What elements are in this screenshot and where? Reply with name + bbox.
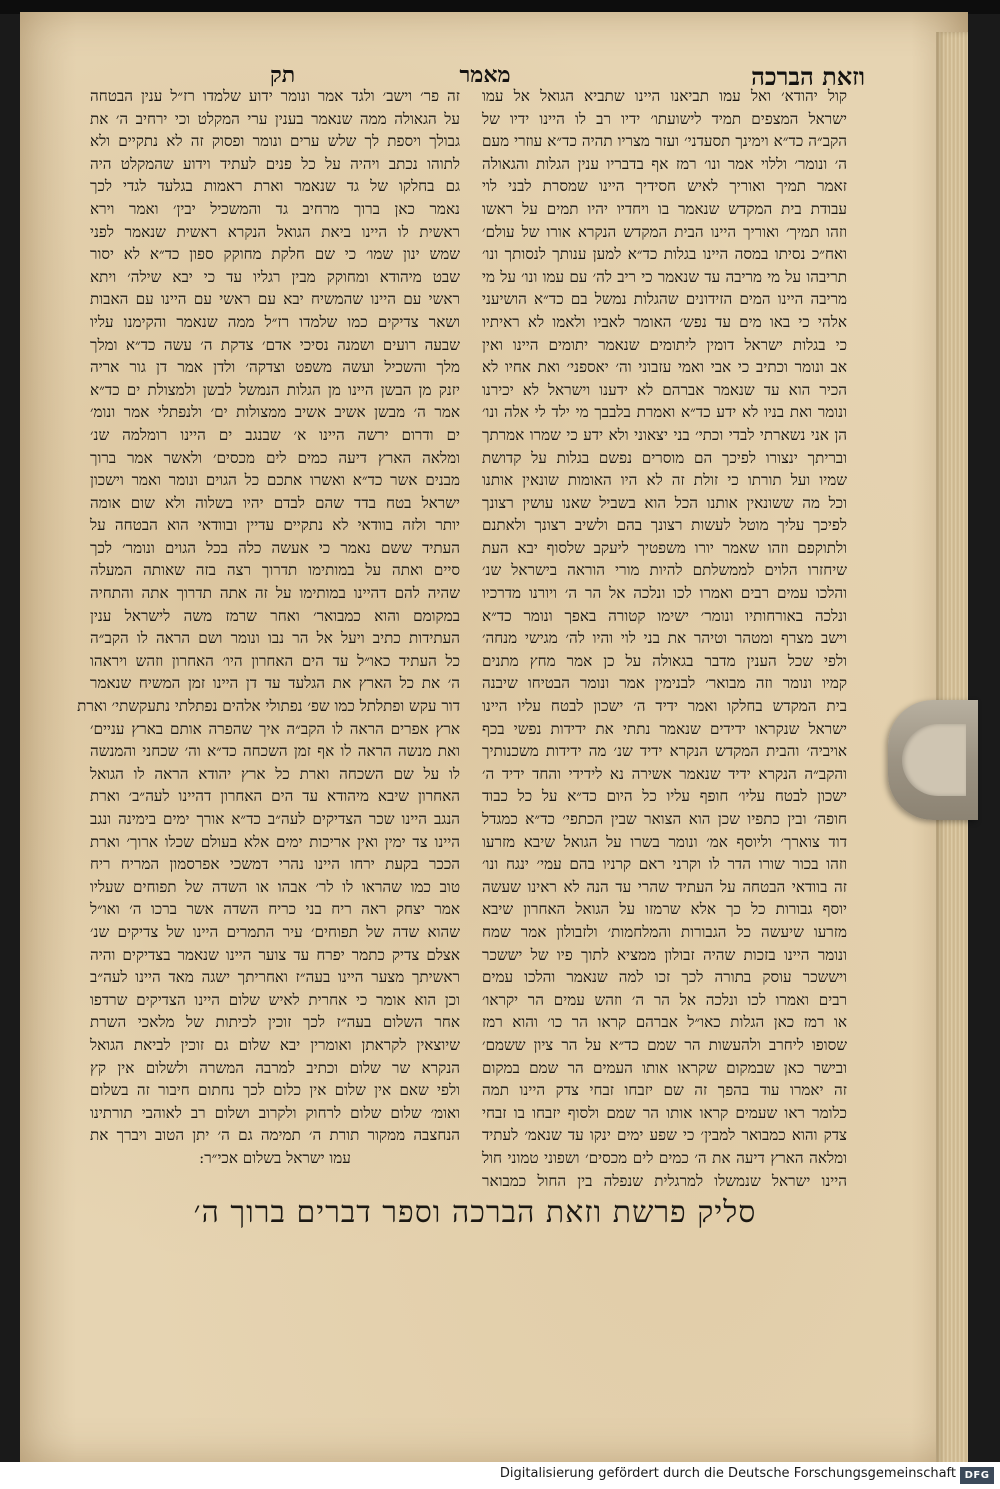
text-column-left [77,85,460,1167]
text-line: שמש ינון שמו׳ כי שם חלקת מחוקק ספון כד״א לא יסור [90,245,460,264]
text-line: שבט מיהודא ומחוקק מבין רגליו עד כי יבא שילה׳ ויתא [90,267,460,286]
text-line: כלומר ראו שעמים קראו אותו הר שמם ולסוף יזבחו בו זבחי [482,1103,847,1122]
text-line: סיים ואתה על במותימו תדרוך רצה בזה שאותה המעלה [90,561,460,580]
page-tab-clip [888,700,978,820]
text-line: הן אני נשארתי לבדי וכתי׳ בני יצאוני ולא ידע כי שמרו אמרתך [482,425,847,444]
text-line: ולתוקפם וזהו שאמר יורו משפטיך ליעקב שלסוף יבא העת [482,538,847,557]
text-line: והקב״ה הנקרא ידיד שנאמר אשירה נא לידידי והחד ידיד ה׳ [482,764,847,783]
text-line: צדק והוא כמבואר למבין׳ כי שפע ימים ינקו עד שנאמ׳ לעתיד [482,1126,847,1145]
text-line: בית המקדש בחלקו ואמר ידיד ה׳ ישכון לבטח עליו היינו [482,697,847,716]
text-line: יותר ולזה בוודאי לא נתקיים עדיין ובוודאי הוא הבטחה על [90,516,460,535]
text-line: ה׳ את כל הארץ את הגלעד עד דן היינו זמן המשיח שנאמר [90,674,460,693]
text-line: דור עקש ופתלתל כמו שפ׳ נפתולי אלהים נפתלתי נתעקשתי׳ וארת [77,697,460,716]
text-line: הנחצבה ממקור תורת ה׳ תמימה גם ה׳ יתן הטוב ויברך את [90,1126,460,1145]
text-line: חופה׳ ובין כתפיו שכן הוא הצואר שבין הכתפי׳ כד״א כמגדל [482,810,847,828]
text-line: ומלאה הארץ דיעה את ה׳ כמים לים מכסים׳ ושפוני טמוני חול [482,1148,847,1167]
text-line: מריבה היינו המים הזידונים שהגלות נמשל בם כד״א הושיעני [482,290,847,309]
page-number: תק [270,62,296,88]
text-line: יוסף גבורות כל כך אלא שרמזו על הגואל האחרון שיבא [482,900,847,919]
text-line: עבודת בית המקדש שנאמר בו ויחדיו יהיו תמים על ראשו [482,199,847,218]
text-line: ואח״כ נסיתו במסה היינו בגלות כד״א למען ענותך לנסותך ונו׳ [482,245,847,264]
text-line: דוד צוארך׳ וליוסף אמ׳ ונומר בשרו על הגואל שיבא מזרעו [482,832,847,851]
text-line: וזהו בכור שורו הדר לו וקרני ראם קרניו בהם עמי׳ ינגח ונו׳ [482,855,847,874]
text-line: הקב״ה כד״א וימינך תסעדני׳ ועזר מצריו תהיה כד״א עוזרי מעם [482,132,847,151]
text-line: שיחזרו הלוים לממשלתם להיות מורי הוראה בישראל שנ׳ [482,561,847,580]
closing-line: סליק פרשת וזאת הברכה וספר דברים ברוך ה׳ [193,1195,757,1230]
text-line: ומלאה הארץ דיעה כמים לים מכסים׳ ולאשר אמר ברוך [90,448,460,467]
text-line: כל העתיד כאו״ל עד הים האחרון היו׳ האחרון וזהש ויראהו [90,651,460,670]
text-line: שהיה להם דהיינו במותימו על זה אתה תדרוך אתה והתחיה [90,584,460,603]
text-line: העתידות כתיב ויעל אל הר נבו ונומר ושם הראה לו הקב״ה [90,629,460,648]
text-line: ויששכר עוסק בתורה לכך זכו למה שנאמר והלכו עמים [482,968,847,987]
text-line: שהוא שדה של תפוחים׳ עיר התמרים היינו של צדיקים שנ׳ [90,922,460,941]
running-title: וזאת הברכה [751,62,865,91]
text-line: וזהו תמיך׳ ואוריך היינו הבית המקדש הנקרא אורו של עולם׳ [482,222,847,241]
text-line: או רמז כאן הגלות כאו״ל אברהם קראו הר כו׳ והוא רמז [482,1013,847,1032]
text-line: אחר השלום בעה״ז לכך זוכין לכיתות של מלאכי השרת [90,1013,460,1032]
text-line: קול יהודא׳ ואל עמו תביאנו היינו שתביא הגואל אל עמו [482,87,847,105]
text-line: אמר יצחק ראה ריח בני כריח השדה אשר ברכו ה׳ ואו״ל [90,900,460,919]
text-line: גבולך ויספת לך שלש ערים ונומר ופסוק זה לא נתקיים ולא [90,132,460,151]
text-line: אב ונומר וכתיב כי אבי ואמי עזבוני וה׳ יאספני׳ ואת אחיו לא [482,358,847,377]
text-line: במקומם והוא כמבואר׳ ואחר שרמז משה לישראל ענין [90,606,460,625]
text-line: קמיו ונומר וזה מבואר׳ לבנימין אמר ונומר הבטיחו שיבנה [482,674,847,693]
footer-bar [0,1462,1000,1489]
text-line: נאמר כאן ברוך מרחיב גד והמשכיל יבין׳ ואמר וירא [90,199,460,218]
text-line: ולפי שאם אין שלום אין כלום לכך נחתום חיבור זה בשלום [90,1081,460,1100]
text-line: זה פר׳ וישב׳ ולגד אמר ונומר ידוע שלמדו רז״ל ענין הבטחה [90,87,460,105]
text-line: אויביה׳ והבית המקדש הנקרא ידיד שנ׳ מה ידידות משכנותיך [482,742,847,761]
text-line: טוב כמו שהראו לו לר׳ אבהו או השדה של תפוחים שעליו [90,877,460,896]
text-line: לפיכך עליך מוטל לעשות רצונך בהם ולשיב רצונך ולאתנם [482,516,847,535]
text-line: ראשי עם היינו שהמשיח יבא עם ראשי עם היינו עם האבות [90,290,460,309]
text-line: האחרון שיבא מיהודא עד הים האחרון דהיינו לעה״ב׳ וארת [90,787,460,806]
text-line: ונלכה באורחותיו ונומר׳ ישימו קטורה באפך ונומר כד״א [482,606,847,625]
text-line: ישכון לבטח עליו׳ חופף עליו כל היום כד״א על כל כבוד [482,787,847,806]
text-line: ולפי שכל הענין מדבר בגאולה על כן אמר מחץ מתנים [482,651,847,670]
text-line: וכן הוא אומר כי אחרית לאיש שלום היינו הצדיקים שרדפו [90,990,460,1009]
text-line: זה בוודאי הבטחה על העתיד שהרי עד הנה לא ראינו שעשה [482,877,847,896]
text-line: שמיו ועל תורתו כי זולת זה לא היו האומות שונאין אותנו [482,471,847,490]
text-column-right [482,85,847,1190]
text-line: ראשיתך מצער היינו בעה״ז ואחריתך ישגה מאד היינו לעה״ב [90,968,460,987]
text-line: ארץ אפרים הראה לו הקב״ה איך שהפרה אותם בארץ עניים׳ [90,719,460,738]
text-line: היינו ישראל שנמשלו למרגלית שנפלה בין החול כמבואר [482,1171,847,1190]
text-line: והלכו עמים רבים ואמרו לכו ונלכה אל הר ה׳ ויורנו מדרכיו [482,584,847,603]
page-tab-clip-inner [902,724,966,796]
dfg-logo: DFG [960,1467,994,1484]
text-line: אלהי כי באו מים עד נפש׳ האומר לאביו ולאמו לא ראיתיו [482,312,847,331]
text-line: אמר ה׳ מבשן אשיב אשיב ממצולות ים׳ ולנפתלי אמר ונומ׳ [90,403,460,422]
text-line: שיוצאין לקראתן ואומרין יבא שלום גם זוכין לביאת הגואל [90,1035,460,1054]
text-line: ראשית לו היינו ביאת הגואל הנקרא ראשית שנאמר לפני [90,222,460,241]
text-line: כי בגלות ישראל דומין ליתומים שנאמר יתומים היינו ואין [482,335,847,354]
text-line: הנקרא שר שלום וכתיב למרבה המשרה ולשלום אין קץ [90,1058,460,1077]
text-line: רבים ואמרו לכו ונלכה אל הר ה׳ וזהש עמים הר יקראו׳ [482,990,847,1009]
center-title: מאמר [459,62,511,88]
text-line: ואומ׳ שלום שלום לרחוק ולקרוב ושלום רב לאוהבי תורתינו [90,1103,460,1122]
text-line: תריבהו על מי מריבה עד שנאמר כי ריב לה׳ עם עמו ונו׳ על מי [482,267,847,286]
text-line: מזרעו שיעשה כל הגבורות והמלחמות׳ ולזבולון אמר שמח [482,922,847,941]
funding-credit: Digitalisierung gefördert durch die Deutsche Forschungsgemeinschaft [499,1466,956,1481]
text-line: העתיד ששם נאמר כי אעשה כלה בכל הגוים ונומר׳ לכך [90,538,460,557]
text-line: עמו ישראל בשלום אכי״ר: [199,1148,351,1167]
text-line: שסופו ליחרב ולהעשות הר שמם כד״א על הר ציון ששמם׳ [482,1035,847,1054]
text-line: ושאר צדיקים כמו שלמדו רז״ל ממה שנאמר והקימנו עליו [90,312,460,331]
text-line: ובישר כאן שבמקום שקראו אותו העמים הר שמם במקום [482,1058,847,1077]
text-line: ים ודרום ירשה היינו א׳ שבנגב ים היינו רומלמה שנ׳ [90,425,460,444]
text-line: שבעה רועים ושמנה נסיכי אדם׳ צדקת ה׳ עשה כד״א ומלך [90,335,460,354]
text-line: ונומר היינו בזכות שהיה זבולון ממציא לתוך פיו של יששכר [482,945,847,964]
text-line: ונומר ואת בניו לא ידע כד״א ואמרת בלבבך מי ילד לי אלה ונו׳ [482,403,847,422]
text-line: הככר בקעת ירחו היינו נהרי דמשכי אפרסמון המריח ריח [90,855,460,874]
text-line: יזנק מן הבשן היינו מן הגלות הנמשל לבשן ולמצולת ים כד״א [90,380,460,399]
text-line: לתוהו נכתב ויהיה על כל פנים לעתיד וידוע שהמקלט היה [90,154,460,173]
text-line: זאמר תמיך ואוריך לאיש חסידיך היינו שמסרת לבני לוי [482,177,847,196]
text-line: הכיר הוא עד שנאמר אברהם לא ידענו וישראל לא יכירנו [482,380,847,399]
text-line: היינו צד ימין ואין אריכות ימים אלא בעולם שכלו ארוך׳ וארת [90,832,460,851]
text-line: הנגב היינו שכר הצדיקים לעה״ב כד״א אורך ימים בימינה ונגב [90,810,460,828]
text-line: גם בחלקו של גד שנאמר וארת ראמות בגלעד לגדי לכך [90,177,460,196]
text-line: ישראל שנקראו ידידים שנאמר נתתי את ידידות נפשי בכף [482,719,847,738]
text-line: ישראל המצפים תמיד לישועתו׳ ידיו רב לו היינו ידיו של [482,109,847,128]
text-line: ישראל בטח בדד שהם לבדם יהיו בשלוה ולא שום אומה [90,493,460,512]
text-line: מלך והשכיל ועשה משפט וצדקה׳ ולדן אמר דן גור אריה [90,358,460,377]
text-line: זה יאמרו עוד בהפך זה שם יזבחו זבחי צדק היינו תמה [482,1081,847,1100]
text-line: לו על שם השכחה וארת כל ארץ יהודא הראה לו הגואל [90,764,460,783]
text-line: ואת מנשה הראה לו אף זמן השכחה כד״א וה׳ שכחני והמנשה [90,742,460,761]
text-line: וישב מצרף ומטהר וטיהר את בני לוי והיו לה׳ מגישי מנחה׳ [482,629,847,648]
text-line: ה׳ ונומר׳ וללוי אמר ונו׳ רמז אף בדבריו ענין הגלות והגאולה [482,154,847,173]
text-line: ובריתך ינצורו לפיכך הם מוסרים נפשם בגלות על קדושת [482,448,847,467]
text-line: אצלם צדיק כתמר יפרח עד צוער היינו שנאמר בצדיקים והיה [90,945,460,964]
text-line: וכל מה ששונאין אותנו הכל הוא בשביל שאנו עושין רצונך [482,493,847,512]
text-line: מבנים אשר כד״א ואשרו אתכם כל הגוים ונומר ואמר וישכון [90,471,460,490]
text-line: על הגאולה ממה שנאמר בענין ערי המקלט וכי ירחיב ה׳ את [90,109,460,128]
